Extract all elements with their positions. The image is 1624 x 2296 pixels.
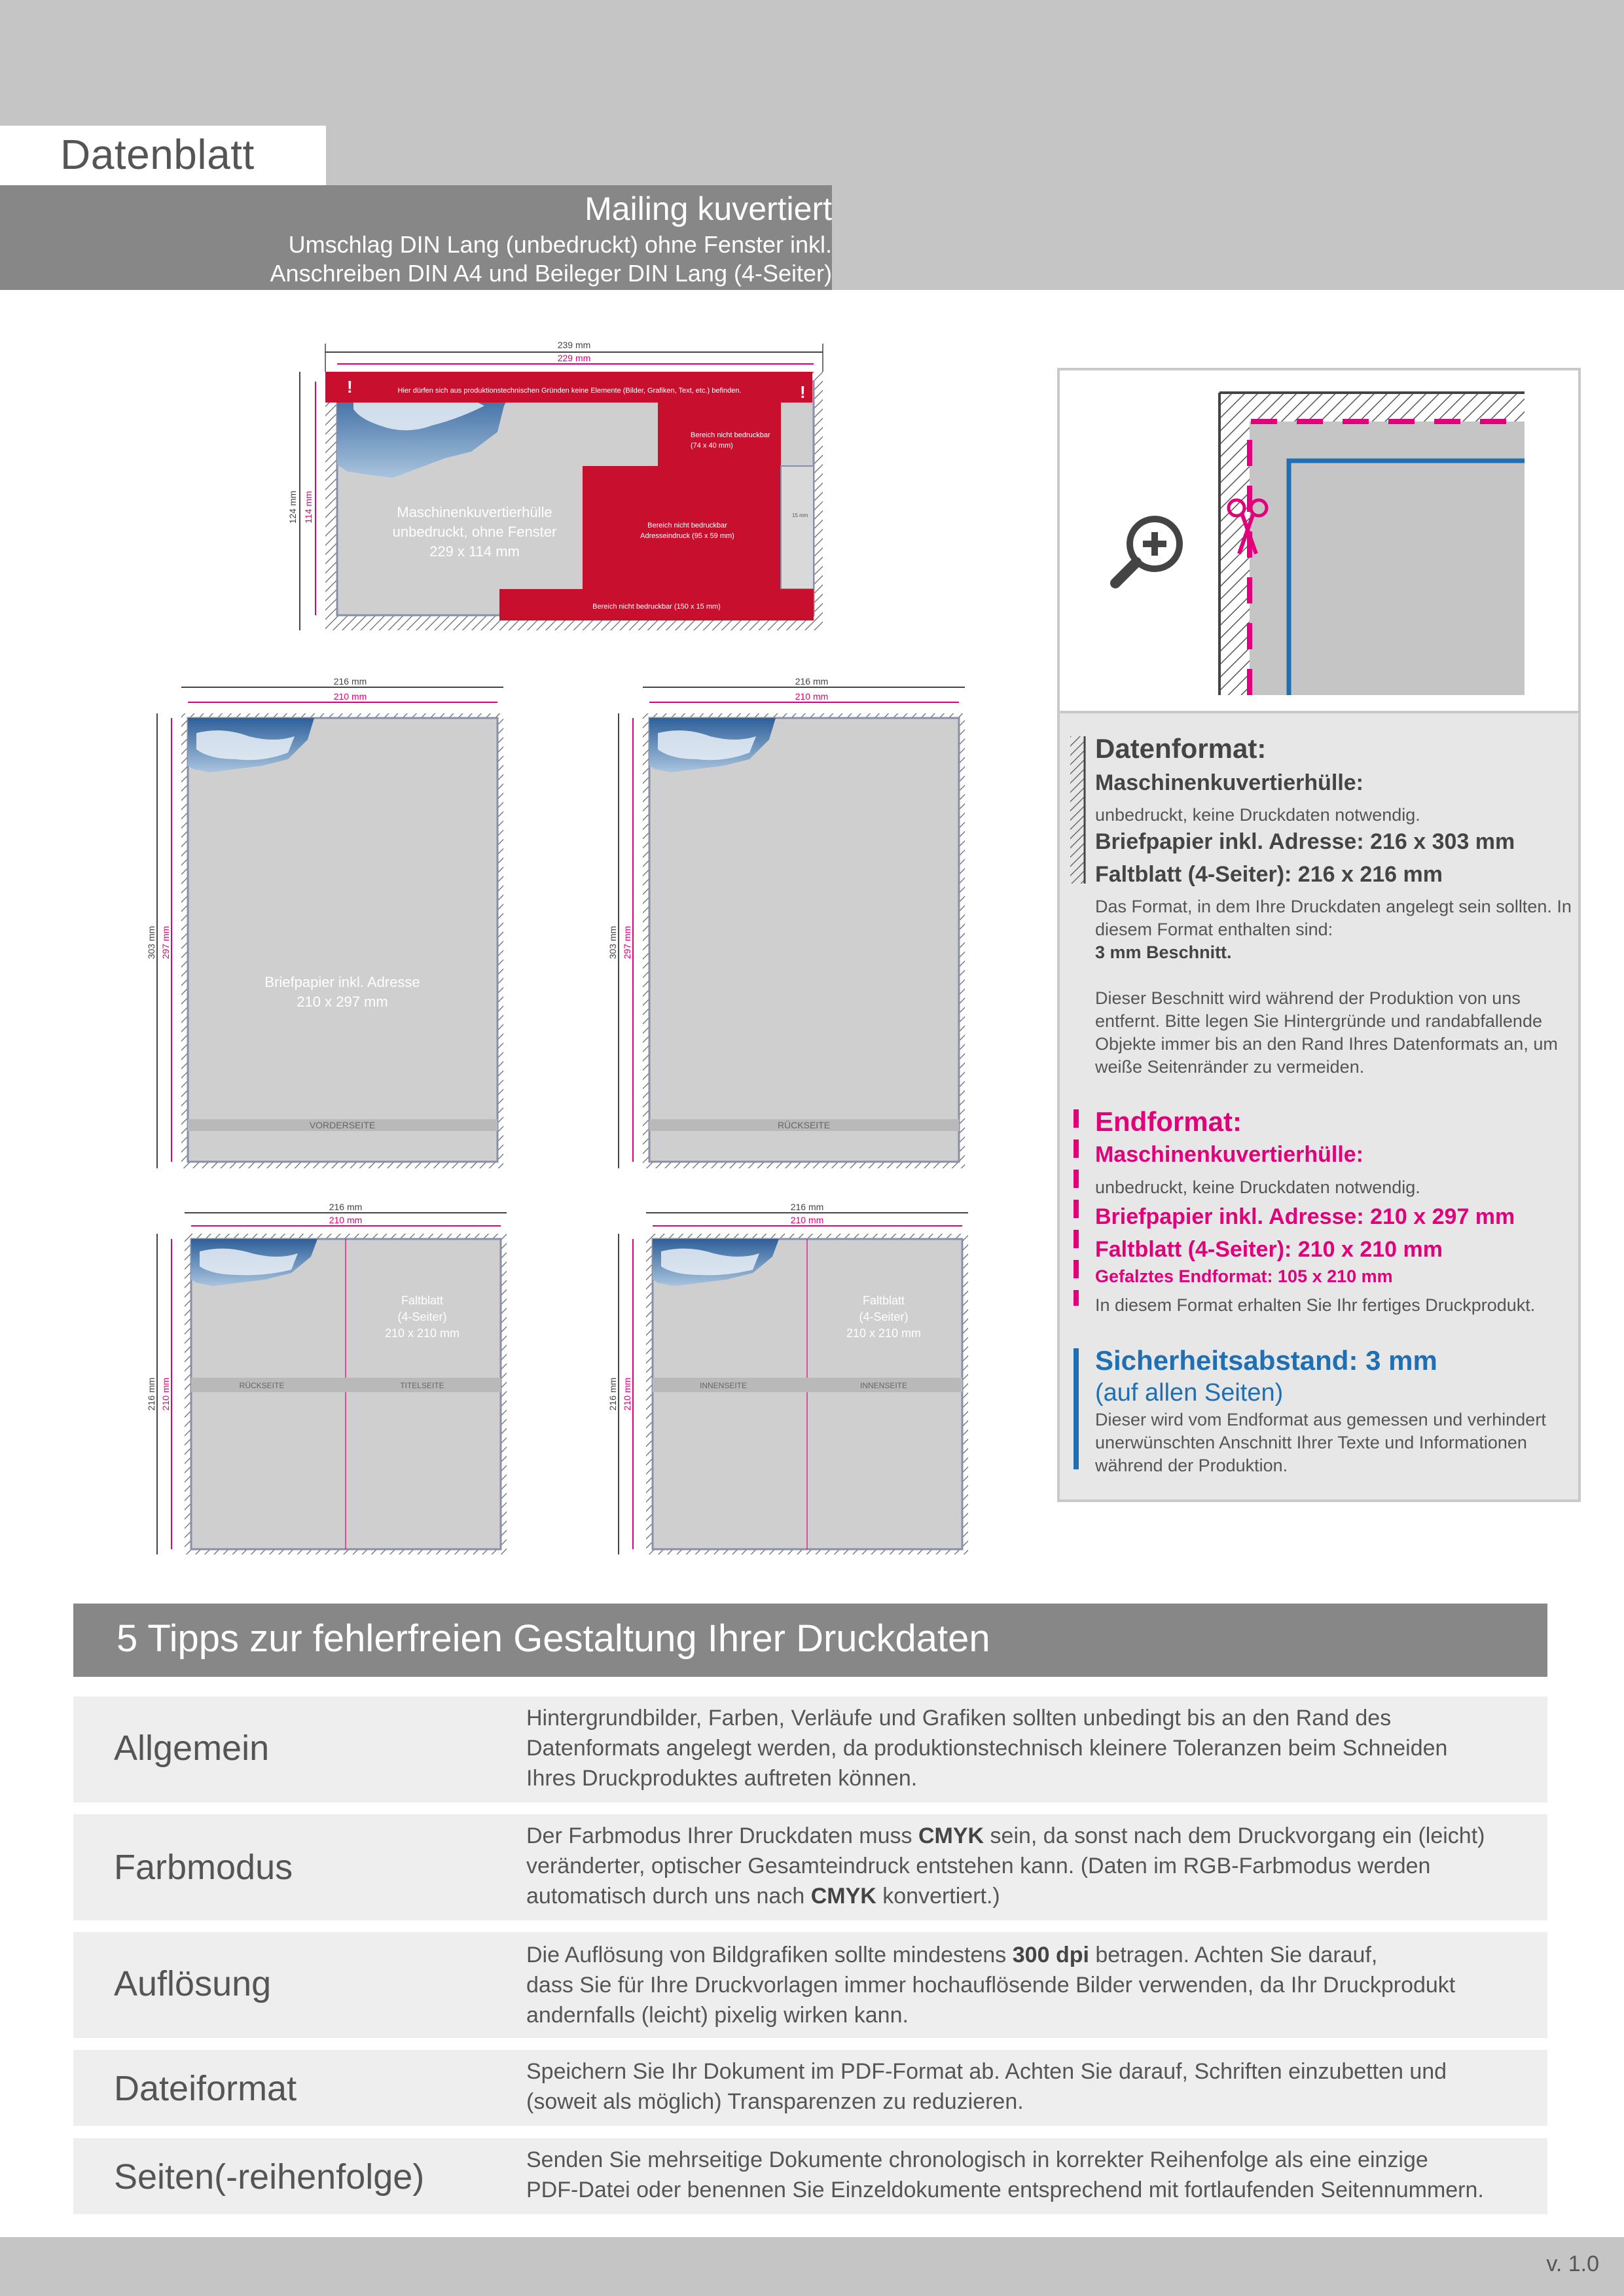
endformat-title: Endformat:: [1095, 1106, 1242, 1137]
tip-text: Hintergrundbilder, Farben, Verläufe und Grafiken sollten unbedingt bis an den Rand des Datenformats angelegt werden, da produktionstechnisch kleinere Toleranzen beim Schneiden Ihres Druckproduktes auftreten können.: [526, 1706, 1448, 1791]
datenformat-text2: diesem Format enthalten sind:: [1095, 920, 1333, 939]
tip-dateiformat: [73, 2050, 1547, 2126]
svg-text:239 mm: 239 mm: [557, 340, 591, 350]
datenformat-item1: Maschinenkuvertierhülle:: [1095, 770, 1364, 795]
svg-text:229 x 114 mm: 229 x 114 mm: [429, 543, 520, 560]
svg-text:216 mm: 216 mm: [795, 676, 829, 687]
svg-text:RÜCKSEITE: RÜCKSEITE: [239, 1381, 285, 1390]
version-label: v. 1.0: [1546, 2251, 1599, 2276]
svg-text:Faltblatt: Faltblatt: [401, 1294, 444, 1307]
folder-outside-diagram: [146, 1202, 507, 1554]
svg-text:210 mm: 210 mm: [160, 1377, 171, 1411]
svg-text:210 x 297 mm: 210 x 297 mm: [297, 994, 388, 1010]
warning-text: Hier dürfen sich aus produktionstechnischen Gründen keine Elemente (Bilder, Grafiken, Text, etc.) befinden.: [397, 387, 742, 395]
datenformat-text1: Das Format, in dem Ihre Druckdaten angelegt sein sollten. In: [1095, 897, 1572, 916]
endformat-marker: [1074, 1109, 1079, 1306]
svg-text:unbedruckt, ohne Fenster: unbedruckt, ohne Fenster: [392, 524, 557, 540]
svg-text:303 mm: 303 mm: [146, 925, 156, 960]
svg-text:124 mm: 124 mm: [287, 490, 298, 524]
svg-text:210 mm: 210 mm: [622, 1377, 632, 1411]
format-diagrams: [0, 0, 1021, 1571]
datenformat-text4: Dieser Beschnitt wird während der Produktion von uns: [1095, 988, 1521, 1008]
svg-text:Briefpapier inkl. Adresse: Briefpapier inkl. Adresse: [264, 974, 420, 990]
product-title: Mailing kuvertiert: [585, 190, 832, 227]
svg-text:216 mm: 216 mm: [329, 1202, 363, 1212]
svg-text:!: !: [800, 382, 806, 402]
footer-band: [0, 2237, 1624, 2296]
sicherheit-text3: während der Produktion.: [1095, 1456, 1288, 1475]
sicherheit-marker: [1074, 1348, 1079, 1469]
tip-seiten: [73, 2138, 1547, 2214]
letter-back-diagram: [607, 676, 965, 1168]
tip-farbmodus: [73, 1814, 1547, 1920]
svg-text:(4-Seiter): (4-Seiter): [859, 1310, 909, 1323]
tip-label: Dateiformat: [114, 2069, 297, 2108]
svg-text:(74 x 40 mm): (74 x 40 mm): [691, 442, 733, 450]
svg-text:!: !: [347, 377, 353, 397]
svg-text:216 mm: 216 mm: [790, 1202, 824, 1212]
datenformat-item2: Briefpapier inkl. Adresse: 216 x 303 mm: [1095, 829, 1515, 854]
sicherheit-text2: unerwünschten Anschnitt Ihrer Texte und Informationen: [1095, 1433, 1527, 1452]
svg-text:RÜCKSEITE: RÜCKSEITE: [777, 1120, 831, 1130]
svg-text:Bereich nicht bedruckbar (150: Bereich nicht bedruckbar (150 x 15 mm): [592, 603, 721, 611]
svg-text:210 x 210 mm: 210 x 210 mm: [384, 1327, 460, 1340]
svg-text:297 mm: 297 mm: [622, 925, 632, 960]
svg-text:INNENSEITE: INNENSEITE: [699, 1381, 748, 1390]
svg-text:216 mm: 216 mm: [607, 1377, 618, 1411]
svg-text:210 mm: 210 mm: [795, 691, 829, 702]
svg-text:INNENSEITE: INNENSEITE: [859, 1381, 908, 1390]
tip-label: Allgemein: [114, 1729, 270, 1768]
svg-text:216 mm: 216 mm: [146, 1377, 156, 1411]
product-description-line1: Umschlag DIN Lang (unbedruckt) ohne Fenster inkl.: [288, 231, 832, 258]
svg-text:(4-Seiter): (4-Seiter): [397, 1310, 447, 1323]
svg-text:297 mm: 297 mm: [160, 925, 171, 960]
svg-text:15 mm: 15 mm: [792, 512, 808, 518]
svg-text:210 mm: 210 mm: [790, 1215, 824, 1225]
datenformat-text5: entfernt. Bitte legen Sie Hintergründe und randabfallende: [1095, 1011, 1542, 1031]
svg-text:229 mm: 229 mm: [557, 353, 591, 363]
bleed-detail-graphic: [1060, 370, 1578, 711]
tip-text: Die Auflösung von Bildgrafiken sollte mindestens 300 dpi betragen. Achten Sie darauf, dass Sie für Ihre Druckvorlagen immer hochauflösende Bilder verwenden, da Ihr Druckprodukt andernfalls (leicht) pixelig wirken kann.: [526, 1943, 1456, 2028]
svg-text:Faltblatt: Faltblatt: [862, 1294, 905, 1307]
svg-text:210 x 210 mm: 210 x 210 mm: [846, 1327, 922, 1340]
tip-allgemein: [73, 1696, 1547, 1803]
datenformat-text3: 3 mm Beschnitt.: [1095, 942, 1232, 962]
tip-label: Farbmodus: [114, 1848, 293, 1887]
zoom-in-icon: [1115, 519, 1180, 583]
sicherheit-text1: Dieser wird vom Endformat aus gemessen und verhindert: [1095, 1410, 1546, 1429]
endformat-item4: Gefalztes Endformat: 105 x 210 mm: [1095, 1266, 1393, 1286]
tip-label: Seiten(-reihenfolge): [114, 2157, 425, 2197]
tip-text: Speichern Sie Ihr Dokument im PDF-Format ab. Achten Sie darauf, Schriften einzubetten und (soweit als möglich) Transparenzen zu reduzieren.: [526, 2059, 1447, 2114]
sicherheit-sub: (auf allen Seiten): [1095, 1379, 1284, 1407]
svg-text:303 mm: 303 mm: [607, 925, 618, 960]
letter-front-diagram: [146, 676, 503, 1168]
svg-text:210 mm: 210 mm: [329, 1215, 363, 1225]
zoom-detail: [1057, 368, 1581, 713]
svg-text:Bereich nicht bedruckbar: Bereich nicht bedruckbar: [691, 431, 770, 439]
svg-text:Adresseindruck (95 x 59 mm): Adresseindruck (95 x 59 mm): [640, 532, 734, 540]
sicherheit-title: Sicherheitsabstand: 3 mm: [1095, 1345, 1437, 1376]
datenformat-marker: [1070, 736, 1090, 884]
svg-text:Bereich nicht bedruckbar: Bereich nicht bedruckbar: [647, 522, 727, 529]
svg-text:VORDERSEITE: VORDERSEITE: [309, 1120, 376, 1130]
tip-text: Senden Sie mehrseitige Dokumente chronologisch in korrekter Reihenfolge als eine einzige PDF-Datei oder benennen Sie Einzeldokumente entsprechend mit fortlaufenden Seitennummern.: [526, 2147, 1484, 2202]
svg-text:TITELSEITE: TITELSEITE: [400, 1381, 444, 1390]
folder-inside-diagram: [607, 1202, 968, 1554]
datenformat-text7: weiße Seitenränder zu vermeiden.: [1095, 1057, 1365, 1077]
tip-label: Auflösung: [114, 1964, 272, 2003]
datenformat-title: Datenformat:: [1095, 733, 1267, 764]
svg-text:216 mm: 216 mm: [333, 676, 367, 687]
endformat-item1: Maschinenkuvertierhülle:: [1095, 1142, 1364, 1167]
datenformat-item1-text: unbedruckt, keine Druckdaten notwendig.: [1095, 805, 1420, 825]
tip-text: Der Farbmodus Ihrer Druckdaten muss CMYK sein, da sonst nach dem Druckvorgang ein (leicht) veränderter, optischer Gesamteindruck entstehen kann. (Daten im RGB-Farbmodus werden automatisch durch uns nach CMYK konvertiert.): [526, 1823, 1485, 1909]
endformat-item1-text: unbedruckt, keine Druckdaten notwendig.: [1095, 1177, 1420, 1197]
page-title: Datenblatt: [60, 131, 255, 178]
product-description-line2: Anschreiben DIN A4 und Beileger DIN Lang (4-Seiter): [270, 260, 832, 287]
endformat-item3: Faltblatt (4-Seiter): 210 x 210 mm: [1095, 1237, 1443, 1262]
tips-title: 5 Tipps zur fehlerfreien Gestaltung Ihrer Druckdaten: [117, 1617, 990, 1660]
datenformat-item3: Faltblatt (4-Seiter): 216 x 216 mm: [1095, 862, 1443, 887]
svg-text:210 mm: 210 mm: [333, 691, 367, 702]
envelope-diagram: [287, 340, 823, 630]
endformat-item2: Briefpapier inkl. Adresse: 210 x 297 mm: [1095, 1204, 1515, 1229]
svg-text:Maschinenkuvertierhülle: Maschinenkuvertierhülle: [397, 504, 552, 520]
endformat-text: In diesem Format erhalten Sie Ihr fertiges Druckprodukt.: [1095, 1295, 1536, 1315]
tip-aufloesung: [73, 1932, 1547, 2038]
datenformat-text6: Objekte immer bis an den Rand Ihres Datenformats an, um: [1095, 1034, 1558, 1054]
svg-text:114 mm: 114 mm: [303, 491, 314, 524]
